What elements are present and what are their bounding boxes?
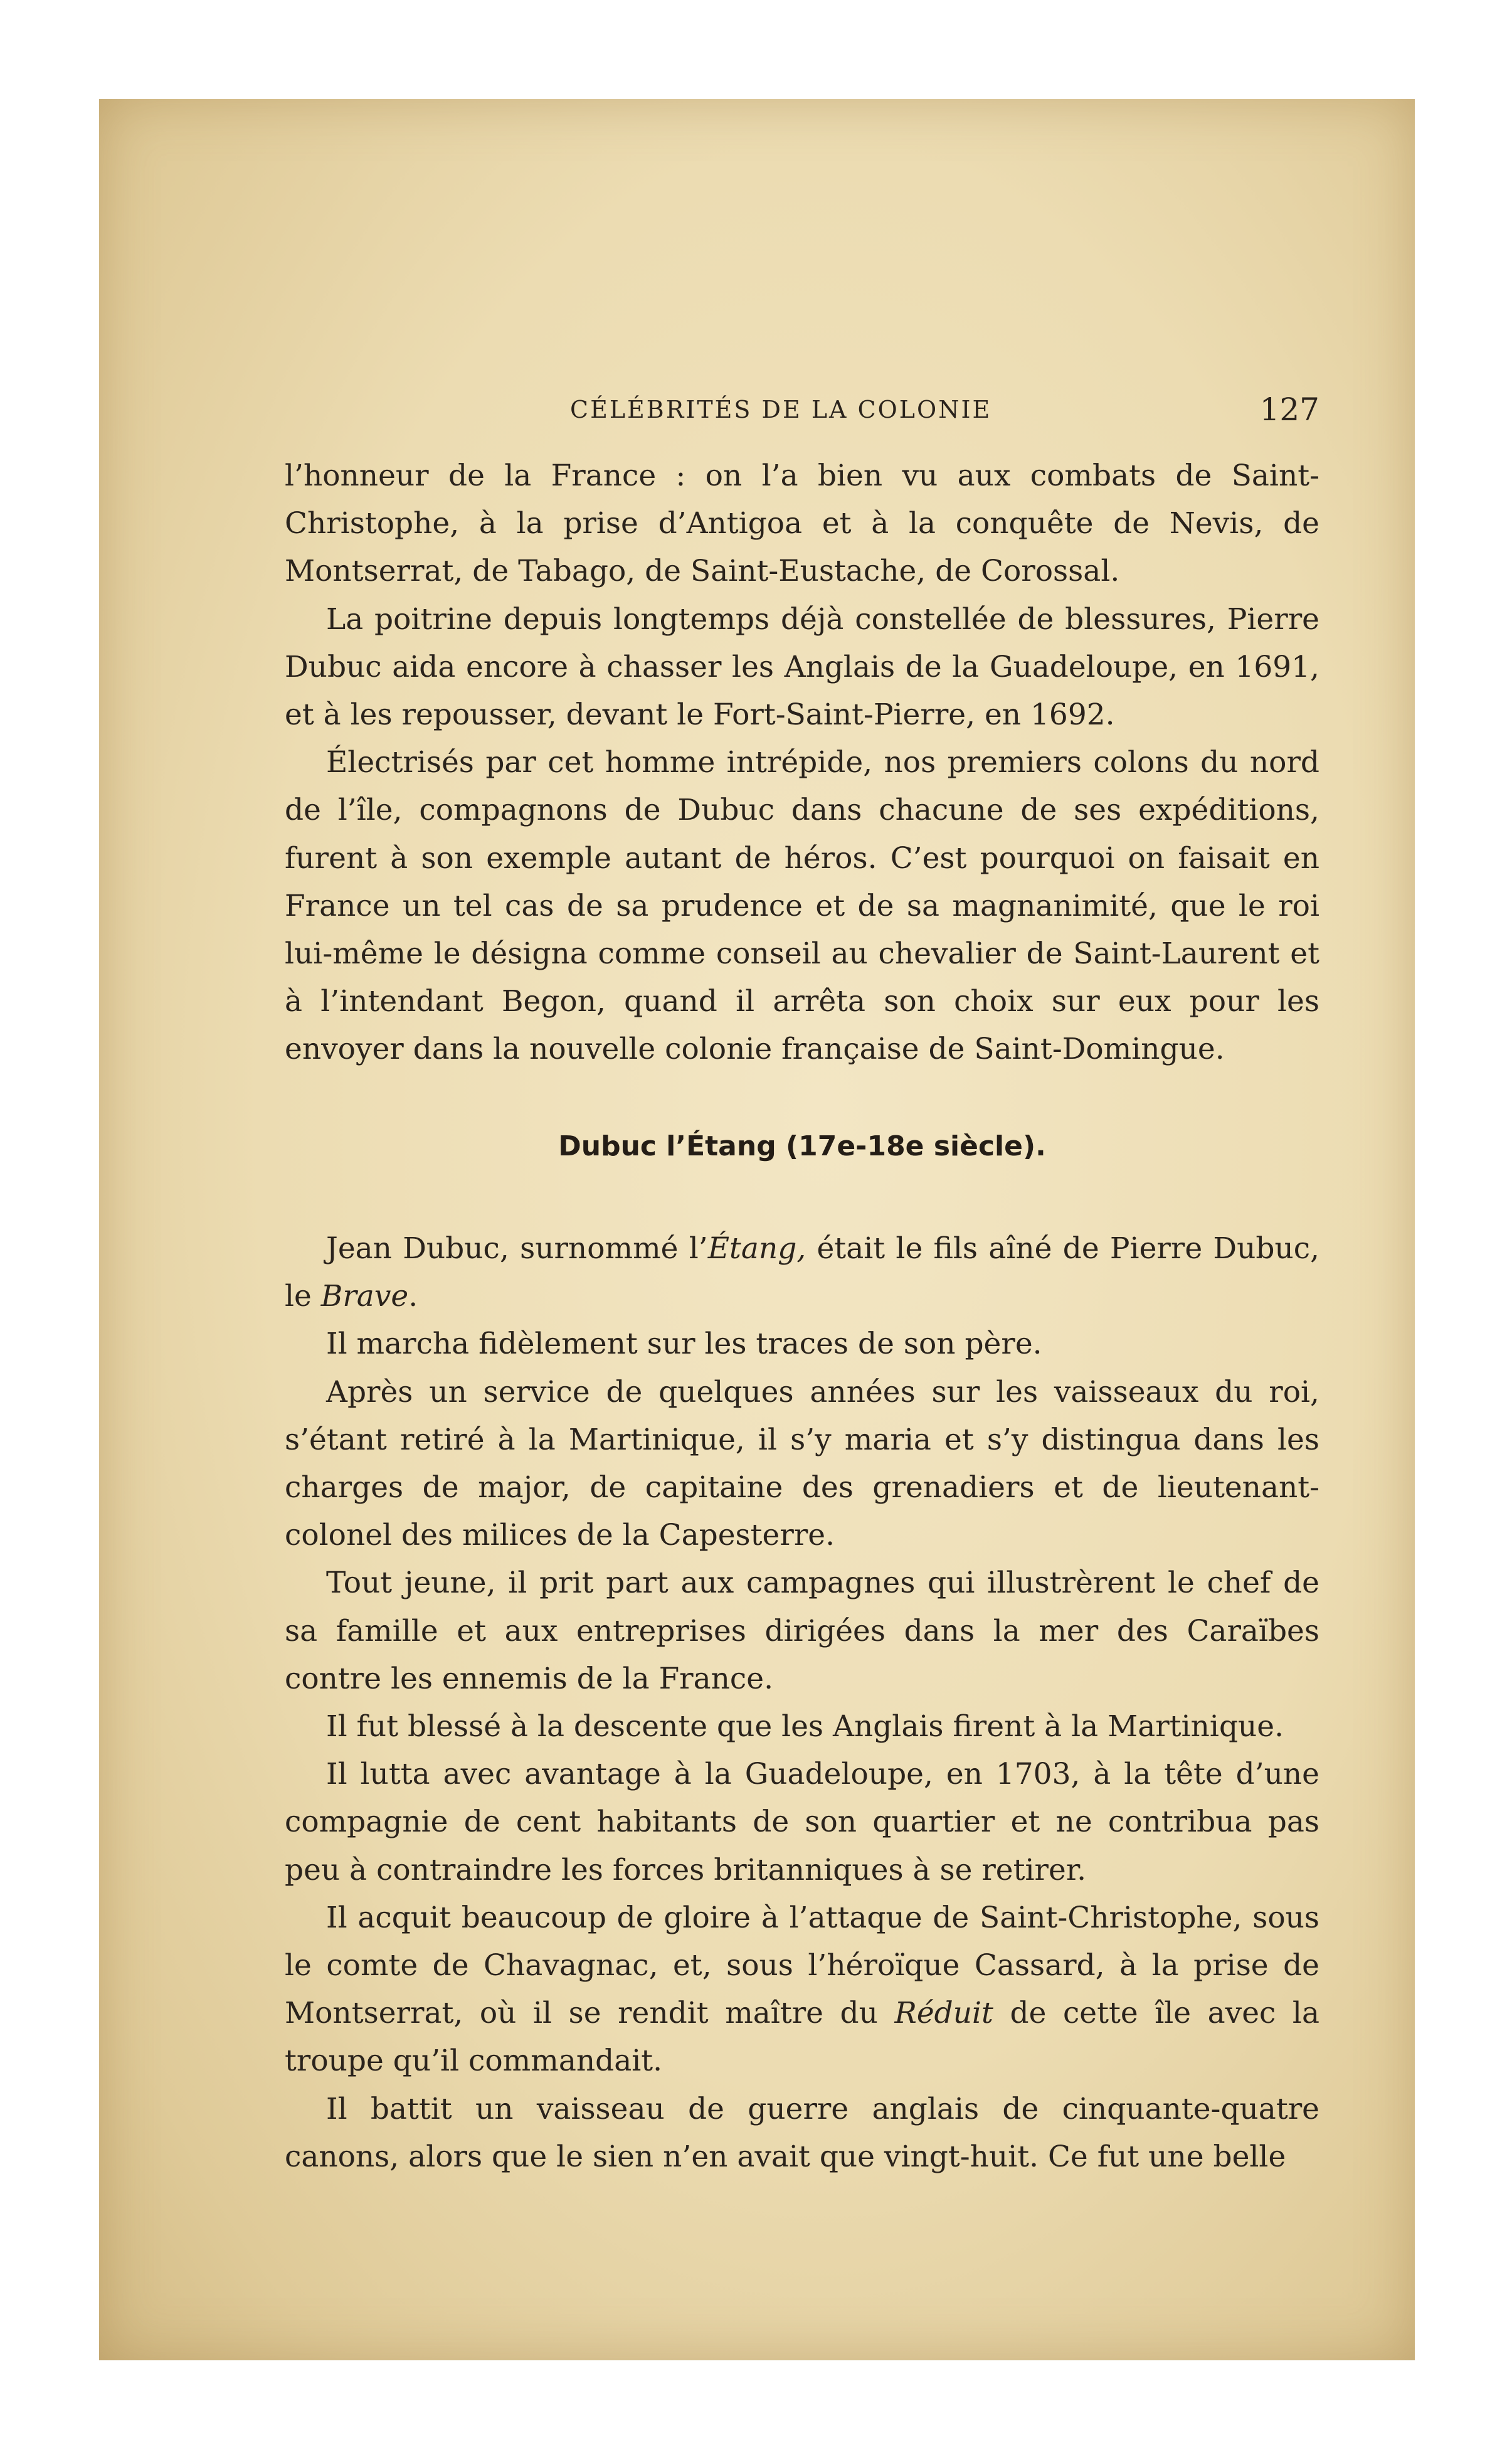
text-run: de cette île avec la troupe qu’il commandait. xyxy=(285,1996,1319,2079)
text-run: . xyxy=(408,1279,418,1314)
italic-place: Réduit xyxy=(894,1996,993,2031)
paragraph: La poitrine depuis longtemps déjà constellée de blessures, Pierre Dubuc aida encore à chasser les Anglais de la Guadeloupe, en 1691, et à les repousser, devant le Fort-Saint-Pierre, en 1692. xyxy=(285,602,1319,733)
paragraph: Après un service de quelques années sur les vaisseaux du roi, s’étant retiré à la Martinique, il s’y maria et s’y distingua dans les charges de major, de capitaine des grenadiers et de lieutenant-colonel des milices de la Capesterre. xyxy=(285,1374,1319,1553)
text-run: Jean Dubuc, surnommé l’ xyxy=(326,1231,708,1266)
running-head: CÉLÉBRITÉS DE LA COLONIE xyxy=(570,396,992,423)
paragraph xyxy=(285,1225,1319,1320)
paragraph xyxy=(285,1894,1319,2086)
section-two-text xyxy=(285,1225,1319,2181)
section-heading: Dubuc l’Étang (17e-18e siècle). xyxy=(558,1130,1046,1162)
section-one-text xyxy=(285,452,1319,1074)
text-run: Il acquit beaucoup de gloire à l’attaque de Saint-Christophe, sous le comte de Chavagnac, et, sous l’héroïque Cassard, à la prise de Montserrat, où il se rendit maître du xyxy=(285,1900,1319,2031)
scanned-page xyxy=(99,99,1415,2360)
italic-name: Brave xyxy=(320,1279,409,1314)
paragraph: l’honneur de la France : on l’a bien vu aux combats de Saint-Christophe, à la prise d’Antigoa et à la conquête de Nevis, de Montserrat, de Tabago, de Saint-Eustache, de Corossal. xyxy=(285,459,1319,589)
paragraph: Électrisés par cet homme intrépide, nos premiers colons du nord de l’île, compagnons de Dubuc dans chacune de ses expéditions, furent à son exemple autant de héros. C’est pourquoi on faisait en France un tel cas de sa prudence et de sa magnanimité, que le roi lui-même le désigna comme conseil au chevalier de Saint-Laurent et à l’intendant Begon, quand il arrêta son choix sur eux pour les envoyer dans la nouvelle colonie française de Saint-Domingue. xyxy=(285,745,1319,1067)
text-run: était le fils aîné de Pierre Dubuc, le xyxy=(285,1231,1319,1314)
paragraph: Il battit un vaisseau de guerre anglais de cinquante-quatre canons, alors que le sien n’en avait que vingt-huit. Ce fut une belle xyxy=(285,2091,1319,2174)
page-number: 127 xyxy=(1259,391,1319,428)
paragraph: Tout jeune, il prit part aux campagnes qui illustrèrent le chef de sa famille et aux entreprises dirigées dans la mer des Caraïbes contre les ennemis de la France. xyxy=(285,1566,1319,1696)
paragraph: Il marcha fidèlement sur les traces de son père. xyxy=(326,1327,1042,1362)
paragraph: Il fut blessé à la descente que les Anglais firent à la Martinique. xyxy=(326,1709,1284,1744)
italic-name: Étang, xyxy=(707,1231,806,1266)
page-header xyxy=(285,391,1319,428)
paragraph: Il lutta avec avantage à la Guadeloupe, en 1703, à la tête d’une compagnie de cent habitants de son quartier et ne contribua pas peu à contraindre les forces britanniques à se retirer. xyxy=(285,1757,1319,1887)
